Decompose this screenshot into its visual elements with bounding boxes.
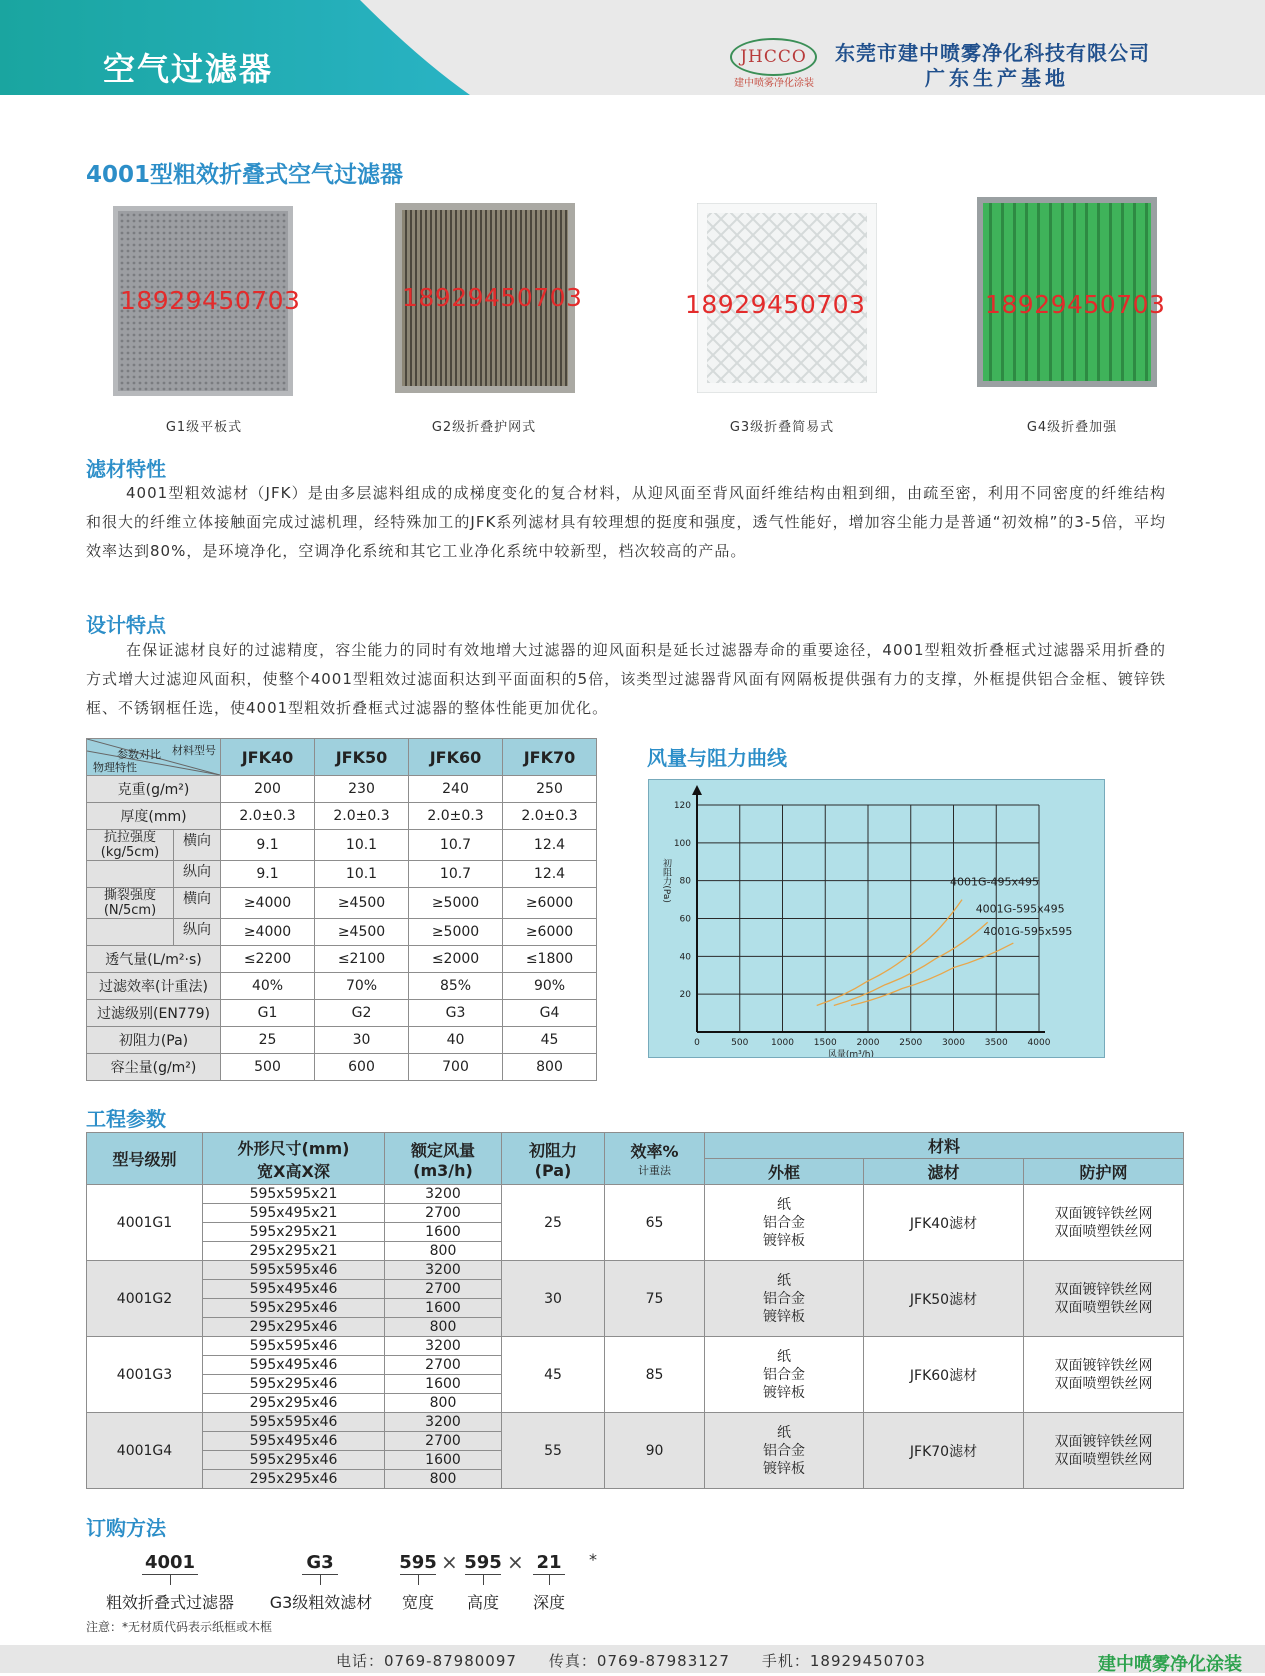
spec-sub-label: 横向 — [173, 888, 220, 918]
proj-header-efficiency — [605, 1133, 705, 1185]
proj-flow: 800 — [385, 1470, 502, 1489]
proj-row — [87, 1185, 1184, 1204]
spec-cell: 12.4 — [503, 830, 597, 861]
proj-row — [87, 1337, 1184, 1356]
proj-flow: 3200 — [385, 1413, 502, 1432]
chart-series-line — [817, 900, 962, 1006]
proj-header-frame: 外框 — [705, 1159, 864, 1185]
chart-x-tick-label: 1500 — [813, 1038, 837, 1048]
proj-size: 595x495x46 — [203, 1280, 385, 1299]
spec-cell: 10.7 — [409, 830, 503, 861]
proj-efficiency: 75 — [605, 1261, 705, 1337]
proj-size: 595x495x46 — [203, 1356, 385, 1375]
proj-frame — [705, 1413, 864, 1489]
spec-cell: 2.0±0.3 — [409, 803, 503, 830]
spec-cell: ≥4500 — [315, 888, 409, 919]
spec-sub-label: 横向 — [173, 830, 220, 860]
order-series-tick — [170, 1575, 171, 1585]
proj-frame-item: 镀锌板 — [763, 1460, 805, 1477]
spec-cell: 600 — [315, 1054, 409, 1081]
chart-x-axis-label: 风量(m³/h) — [827, 1050, 874, 1057]
spec-col-header: JFK70 — [503, 739, 597, 776]
product-phone-g1: 18929450703 — [120, 286, 301, 315]
spec-cell: ≥6000 — [503, 888, 597, 919]
proj-frame — [705, 1337, 864, 1413]
proj-flow: 2700 — [385, 1280, 502, 1299]
chart-y-axis-label: 初阻力(Pa) — [661, 858, 671, 903]
spec-col-header: JFK40 — [221, 739, 315, 776]
order-width-code: 595 — [399, 1552, 437, 1573]
chart-x-tick-label: 1000 — [771, 1038, 794, 1048]
order-depth-tick — [549, 1575, 550, 1585]
chart-series-label: 4001G-595x495 — [975, 902, 1065, 916]
proj-mesh-item: 双面喷塑铁丝网 — [1054, 1375, 1153, 1392]
proj-frame-item: 铝合金 — [763, 1214, 805, 1231]
proj-size: 295x295x46 — [203, 1394, 385, 1413]
spec-row — [87, 776, 597, 803]
proj-efficiency: 65 — [605, 1185, 705, 1261]
spec-group-label-empty — [87, 919, 173, 945]
proj-frame-item: 铝合金 — [763, 1442, 805, 1459]
order-times-1: × — [441, 1550, 458, 1574]
proj-size: 595x295x46 — [203, 1299, 385, 1318]
spec-cell: 30 — [315, 1027, 409, 1054]
spec-cell: 9.1 — [221, 861, 315, 888]
proj-frame-item: 铝合金 — [763, 1366, 805, 1383]
proj-row — [87, 1413, 1184, 1432]
corner-top-label: 材料型号 — [172, 744, 216, 757]
proj-flow: 2700 — [385, 1204, 502, 1223]
chart-series-label: 4001G-595x595 — [983, 925, 1073, 939]
proj-frame-item: 铝合金 — [763, 1290, 805, 1307]
proj-header-mesh: 防护网 — [1024, 1159, 1184, 1185]
product-phone-g4: 18929450703 — [985, 290, 1166, 319]
proj-mesh-item: 双面镀锌铁丝网 — [1054, 1281, 1153, 1298]
proj-size: 595x595x46 — [203, 1337, 385, 1356]
proj-size: 595x295x21 — [203, 1223, 385, 1242]
spec-row — [87, 888, 597, 919]
spec-row-label: 过滤效率(计重法) — [87, 973, 221, 1000]
company-logo-subtitle: 建中喷雾净化涂装 — [734, 78, 814, 89]
proj-frame — [705, 1261, 864, 1337]
chart-title: 风量与阻力曲线 — [647, 746, 787, 770]
order-note: 注意：*无材质代码表示纸框或木框 — [86, 1620, 273, 1634]
footer-contact: 电话：0769-87980097 传真：0769-87983127 手机：18929450703 — [336, 1652, 926, 1670]
spec-corner-cell — [87, 739, 221, 776]
order-series-label: 粗效折叠式过滤器 — [105, 1593, 234, 1612]
resistance-chart — [649, 780, 1104, 1057]
order-series-code: 4001 — [144, 1552, 196, 1573]
proj-resistance: 55 — [502, 1413, 605, 1489]
proj-flow: 3200 — [385, 1261, 502, 1280]
chart-x-tick-label: 0 — [694, 1038, 700, 1048]
spec-cell: ≤2200 — [221, 946, 315, 973]
proj-mesh-item: 双面喷塑铁丝网 — [1054, 1299, 1153, 1316]
chart-x-tick-label: 2500 — [899, 1038, 923, 1048]
proj-mesh — [1024, 1185, 1184, 1261]
proj-row — [87, 1261, 1184, 1280]
order-height-label: 高度 — [466, 1593, 499, 1612]
proj-flow: 800 — [385, 1242, 502, 1261]
chart-series — [817, 900, 1014, 1006]
proj-header-flow — [385, 1133, 502, 1185]
chart-x-tick-label: 500 — [731, 1038, 749, 1048]
spec-row-label: 克重(g/m²) — [87, 776, 221, 803]
order-width-label: 宽度 — [401, 1593, 434, 1612]
chart-panel — [648, 779, 1105, 1058]
chart-y-tick-label: 120 — [673, 801, 691, 811]
page-title: 4001型粗效折叠式空气过滤器 — [86, 162, 404, 188]
spec-cell: 500 — [221, 1054, 315, 1081]
proj-flow: 1600 — [385, 1299, 502, 1318]
spec-col-header: JFK50 — [315, 739, 409, 776]
product-caption-g3: G3级折叠简易式 — [729, 420, 835, 435]
chart-y-tick-label: 40 — [679, 952, 691, 963]
spec-cell: ≥5000 — [409, 888, 503, 919]
spec-cell: 250 — [503, 776, 597, 803]
spec-cell: 45 — [503, 1027, 597, 1054]
spec-row-label: 过滤级别(EN779) — [87, 1000, 221, 1027]
proj-flow: 1600 — [385, 1223, 502, 1242]
footer-brand: 建中喷雾净化涂装 — [1098, 1654, 1242, 1675]
spec-cell: 2.0±0.3 — [315, 803, 409, 830]
spec-col-header: JFK60 — [409, 739, 503, 776]
proj-model: 4001G4 — [87, 1413, 203, 1489]
section-title-filter-media: 滤材特性 — [86, 457, 166, 481]
product-phone-g3: 18929450703 — [685, 290, 866, 319]
section-title-design: 设计特点 — [86, 613, 166, 637]
spec-row-label-split — [87, 919, 221, 946]
proj-model: 4001G1 — [87, 1185, 203, 1261]
proj-mesh-item: 双面喷塑铁丝网 — [1054, 1451, 1153, 1468]
chart-y-axis-arrow — [692, 785, 702, 795]
spec-cell: 70% — [315, 973, 409, 1000]
spec-cell: G1 — [221, 1000, 315, 1027]
proj-header-model: 型号级别 — [87, 1133, 203, 1185]
order-grade-code: G3 — [306, 1552, 334, 1573]
filter-media-text: 4001型粗效滤材（JFK）是由多层滤料组成的成梯度变化的复合材料，从迎风面至背风面纤维结构由粗到细，由疏至密，利用不同密度的纤维结构和很大的纤维立体接触面完成过滤机理，经特殊加工的JFK系列滤材具有较理想的挺度和强度，透气性能好，增加容尘能力是普通“初效棉”的3-5倍，平均效率达到80%，是环境净化，空调净化系统和其它工业净化系统中较新型，档次较高的产品。 — [86, 484, 1166, 560]
proj-flow: 2700 — [385, 1432, 502, 1451]
proj-flow: 1600 — [385, 1451, 502, 1470]
chart-x-tick-label: 3000 — [942, 1038, 965, 1048]
spec-row — [87, 973, 597, 1000]
proj-header-resistance-line2: (Pa) — [534, 1160, 572, 1180]
order-width-tick — [418, 1575, 419, 1585]
proj-frame-item: 纸 — [777, 1272, 791, 1289]
product-phone-g2: 18929450703 — [402, 283, 583, 312]
spec-cell: 700 — [409, 1054, 503, 1081]
spec-cell: G4 — [503, 1000, 597, 1027]
proj-efficiency: 90 — [605, 1413, 705, 1489]
spec-row — [87, 803, 597, 830]
proj-resistance: 45 — [502, 1337, 605, 1413]
spec-cell: 9.1 — [221, 830, 315, 861]
chart-y-tick-label: 20 — [679, 990, 691, 1001]
proj-header-media: 滤材 — [864, 1159, 1024, 1185]
proj-size: 595x595x21 — [203, 1185, 385, 1204]
spec-row-label-split — [87, 861, 221, 888]
proj-frame-item: 纸 — [777, 1348, 791, 1365]
spec-cell: 800 — [503, 1054, 597, 1081]
proj-size: 295x295x21 — [203, 1242, 385, 1261]
project-table — [86, 1132, 1184, 1489]
spec-cell: 90% — [503, 973, 597, 1000]
proj-header-material: 材料 — [705, 1133, 1184, 1159]
spec-cell: 25 — [221, 1027, 315, 1054]
spec-cell: ≥4000 — [221, 888, 315, 919]
proj-header-size-line1: 外形尺寸(mm) — [237, 1138, 350, 1158]
spec-cell: ≥4500 — [315, 919, 409, 946]
spec-cell: ≤2100 — [315, 946, 409, 973]
order-grade-tick — [320, 1575, 321, 1585]
proj-mesh — [1024, 1337, 1184, 1413]
spec-row — [87, 1027, 597, 1054]
spec-cell: 10.1 — [315, 861, 409, 888]
spec-cell: G2 — [315, 1000, 409, 1027]
proj-size: 595x295x46 — [203, 1375, 385, 1394]
proj-header-flow-line2: (m3/h) — [413, 1160, 473, 1180]
spec-table — [86, 738, 597, 1081]
spec-cell: 230 — [315, 776, 409, 803]
order-depth-label: 深度 — [532, 1593, 565, 1612]
spec-cell: ≤2000 — [409, 946, 503, 973]
section-title-order: 订购方法 — [86, 1516, 166, 1540]
proj-flow: 3200 — [385, 1337, 502, 1356]
order-times-2: × — [507, 1550, 524, 1574]
proj-header-size — [203, 1133, 385, 1185]
chart-grid — [697, 805, 1039, 1032]
chart-x-tick-label: 4000 — [1027, 1038, 1051, 1048]
header-title: 空气过滤器 — [103, 50, 274, 88]
proj-header-efficiency-line1: 效率% — [630, 1142, 679, 1161]
chart-series-label: 4001G-495x495 — [950, 875, 1040, 889]
proj-mesh-item: 双面镀锌铁丝网 — [1054, 1205, 1153, 1222]
spec-row — [87, 830, 597, 861]
proj-efficiency: 85 — [605, 1337, 705, 1413]
spec-row-label: 厚度(mm) — [87, 803, 221, 830]
proj-size: 595x595x46 — [203, 1413, 385, 1432]
chart-labels — [661, 801, 1072, 1057]
spec-row — [87, 946, 597, 973]
spec-row — [87, 1000, 597, 1027]
spec-cell: 40 — [409, 1027, 503, 1054]
proj-mesh — [1024, 1261, 1184, 1337]
spec-group-label: 抗拉强度(kg/5cm) — [100, 830, 160, 860]
spec-row-label-split — [87, 830, 221, 861]
chart-series-line — [851, 943, 1013, 1005]
spec-cell: 200 — [221, 776, 315, 803]
spec-group-label-empty — [87, 861, 173, 887]
proj-header-resistance — [502, 1133, 605, 1185]
proj-size: 295x295x46 — [203, 1318, 385, 1337]
spec-row-label-split — [87, 888, 221, 919]
spec-cell: 2.0±0.3 — [221, 803, 315, 830]
order-star: * — [589, 1550, 597, 1569]
spec-sub-label: 纵向 — [173, 861, 220, 887]
spec-sub-label: 纵向 — [173, 919, 220, 945]
proj-header-size-line2: 宽X高X深 — [257, 1161, 330, 1181]
chart-y-tick-label: 60 — [679, 914, 691, 925]
corner-bottom-label: 物理特性 — [93, 761, 137, 774]
proj-flow: 800 — [385, 1394, 502, 1413]
proj-model: 4001G3 — [87, 1337, 203, 1413]
spec-cell: 240 — [409, 776, 503, 803]
proj-resistance: 25 — [502, 1185, 605, 1261]
spec-cell: G3 — [409, 1000, 503, 1027]
order-depth-code: 21 — [536, 1552, 562, 1573]
company-logo: JHCCO — [730, 38, 817, 76]
spec-cell: 40% — [221, 973, 315, 1000]
proj-flow: 3200 — [385, 1185, 502, 1204]
proj-frame — [705, 1185, 864, 1261]
spec-row-label: 初阻力(Pa) — [87, 1027, 221, 1054]
proj-size: 595x495x21 — [203, 1204, 385, 1223]
spec-cell: 85% — [409, 973, 503, 1000]
proj-header-efficiency-line2: 计重法 — [638, 1164, 671, 1177]
proj-header-flow-line1: 额定风量 — [410, 1140, 475, 1160]
spec-cell: ≥5000 — [409, 919, 503, 946]
proj-mesh-item: 双面喷塑铁丝网 — [1054, 1223, 1153, 1240]
spec-cell: ≥4000 — [221, 919, 315, 946]
spec-cell: ≤1800 — [503, 946, 597, 973]
proj-model: 4001G2 — [87, 1261, 203, 1337]
proj-size: 595x495x46 — [203, 1432, 385, 1451]
product-caption-g1: G1级平板式 — [165, 420, 243, 435]
proj-resistance: 30 — [502, 1261, 605, 1337]
chart-y-tick-label: 80 — [679, 876, 691, 887]
proj-size: 595x595x46 — [203, 1261, 385, 1280]
proj-frame-item: 镀锌板 — [763, 1232, 805, 1249]
proj-mesh-item: 双面镀锌铁丝网 — [1054, 1357, 1153, 1374]
order-grade-label: G3级粗效滤材 — [269, 1593, 373, 1612]
spec-row — [87, 919, 597, 946]
proj-flow: 800 — [385, 1318, 502, 1337]
spec-cell: 10.1 — [315, 830, 409, 861]
proj-flow: 1600 — [385, 1375, 502, 1394]
proj-media: JFK40滤材 — [864, 1185, 1024, 1261]
proj-mesh-item: 双面镀锌铁丝网 — [1054, 1433, 1153, 1450]
company-name: 东莞市建中喷雾净化科技有限公司 — [835, 41, 1150, 65]
product-caption-g4: G4级折叠加强 — [1026, 420, 1118, 435]
proj-frame-item: 镀锌板 — [763, 1384, 805, 1401]
spec-row — [87, 861, 597, 888]
proj-media: JFK60滤材 — [864, 1337, 1024, 1413]
spec-group-label: 撕裂强度(N/5cm) — [103, 888, 157, 918]
proj-mesh — [1024, 1413, 1184, 1489]
proj-frame-item: 纸 — [777, 1424, 791, 1441]
company-base: 广东生产基地 — [925, 66, 1069, 90]
chart-x-tick-label: 2000 — [856, 1038, 880, 1048]
proj-flow: 2700 — [385, 1356, 502, 1375]
proj-header-resistance-line1: 初阻力 — [528, 1140, 577, 1160]
proj-size: 595x295x46 — [203, 1451, 385, 1470]
section-title-project: 工程参数 — [86, 1107, 166, 1131]
spec-row-label: 容尘量(g/m²) — [87, 1054, 221, 1081]
corner-mid-label: 参数对比 — [117, 748, 161, 761]
spec-cell: 10.7 — [409, 861, 503, 888]
spec-row-label: 透气量(L/m²·s) — [87, 946, 221, 973]
proj-size: 295x295x46 — [203, 1470, 385, 1489]
design-text: 在保证滤材良好的过滤精度，容尘能力的同时有效地增大过滤器的迎风面积是延长过滤器寿命的重要途径，4001型粗效折叠框式过滤器采用折叠的方式增大过滤迎风面积，使整个4001型粗效过滤面积达到平面面积的5倍，该类型过滤器背风面有网隔板提供强有力的支撑，外框提供铝合金框、镀锌铁框、不锈钢框任选，使4001型粗效折叠框式过滤器的整体性能更加优化。 — [86, 641, 1166, 717]
proj-media: JFK70滤材 — [864, 1413, 1024, 1489]
spec-row — [87, 1054, 597, 1081]
product-caption-g2: G2级折叠护网式 — [431, 420, 537, 435]
spec-cell: 2.0±0.3 — [503, 803, 597, 830]
proj-frame-item: 纸 — [777, 1196, 791, 1213]
spec-cell: ≥6000 — [503, 919, 597, 946]
order-height-tick — [483, 1575, 484, 1585]
proj-media: JFK50滤材 — [864, 1261, 1024, 1337]
chart-x-tick-label: 3500 — [984, 1038, 1008, 1048]
spec-cell: 12.4 — [503, 861, 597, 888]
chart-y-tick-label: 100 — [673, 838, 691, 849]
order-height-code: 595 — [464, 1552, 502, 1573]
proj-frame-item: 镀锌板 — [763, 1308, 805, 1325]
